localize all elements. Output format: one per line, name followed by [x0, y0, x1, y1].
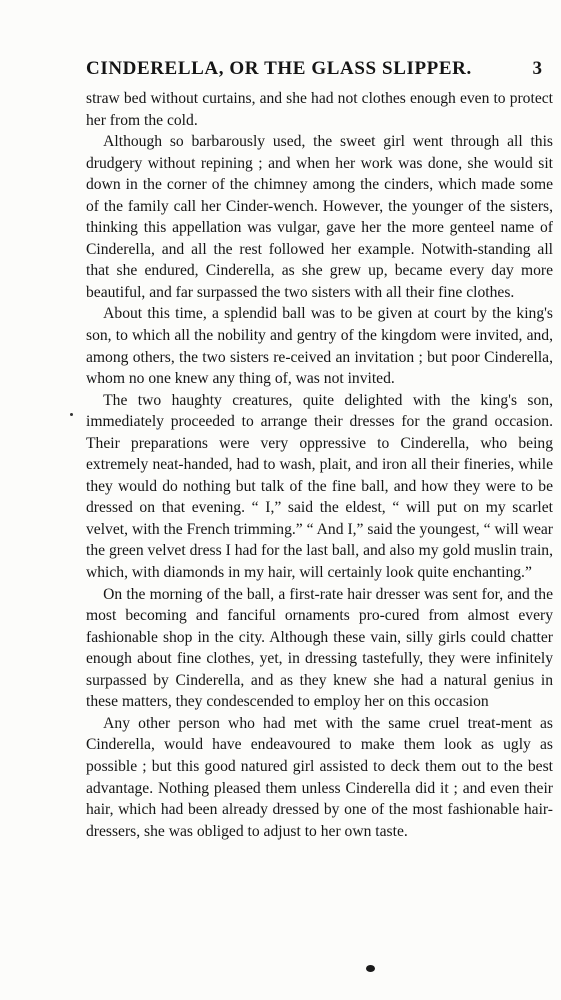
- page-header: [86, 58, 542, 84]
- page-number: 3: [532, 58, 542, 79]
- page-body: [86, 88, 553, 842]
- paragraph-5: On the morning of the ball, a first-rate hair dresser was sent for, and the most becoming and fanciful ornaments pro-cured from almost every fashionable shop in the city. Although these vain, silly girls could chatter enough about fine clothes, yet, in dressing tastefully, they were infinitely surpassed by Cinderella, and as they knew she had a natural genius in these matters, they condescended to employ her on this occasion: [86, 585, 553, 711]
- paragraph-2: Although so barbarously used, the sweet girl went through all this drudgery without repining ; and when her work was done, she would sit down in the corner of the chimney among the cinders, which made some of the family call her Cinder-wench. However, the younger of the sisters, thinking this appellation was vulgar, gave her the more genteel name of Cinderella, and all the rest followed her example. Notwith-standing all that she endured, Cinderella, as she grew up, became every day more beautiful, and far surpassed the two sisters with all their fine clothes.: [86, 133, 553, 301]
- paragraph-6: Any other person who had met with the same cruel treat-ment as Cinderella, would have endeavoured to make them look as ugly as possible ; but this good natured girl assisted to deck them out to the best advantage. Nothing pleased them unless Cinderella did it ; and even their hair, which had been already dressed by one of the most fashionable hair-dressers, she was obliged to adjust to her own taste.: [86, 714, 553, 840]
- paragraph-1: straw bed without curtains, and she had not clothes enough even to protect her from the cold.: [86, 90, 553, 129]
- running-title: CINDERELLA, OR THE GLASS SLIPPER.: [86, 58, 472, 79]
- printer-ornament: [366, 965, 375, 972]
- margin-speck: [70, 413, 73, 416]
- paragraph-4: The two haughty creatures, quite delighted with the king's son, immediately proceeded to arrange their dresses for the grand occasion. Their preparations were very oppressive to Cinderella, who being extremely neat-handed, had to wash, plait, and iron all their fineries, while they would do nothing but talk of the fine ball, and how they were to be dressed on that evening. “ I,” said the eldest, “ will put on my scarlet velvet, with the French trimming.” “ And I,” said the youngest, “ will wear the green velvet dress I had for the last ball, and also my gold muslin train, which, with diamonds in my hair, will certainly look quite enchanting.”: [86, 391, 553, 582]
- paragraph-3: About this time, a splendid ball was to be given at court by the king's son, to which all the nobility and gentry of the kingdom were invited, and, among others, the two sisters re-ceived an invitation ; but poor Cinderella, whom no one knew any thing of, was not invited.: [86, 305, 553, 388]
